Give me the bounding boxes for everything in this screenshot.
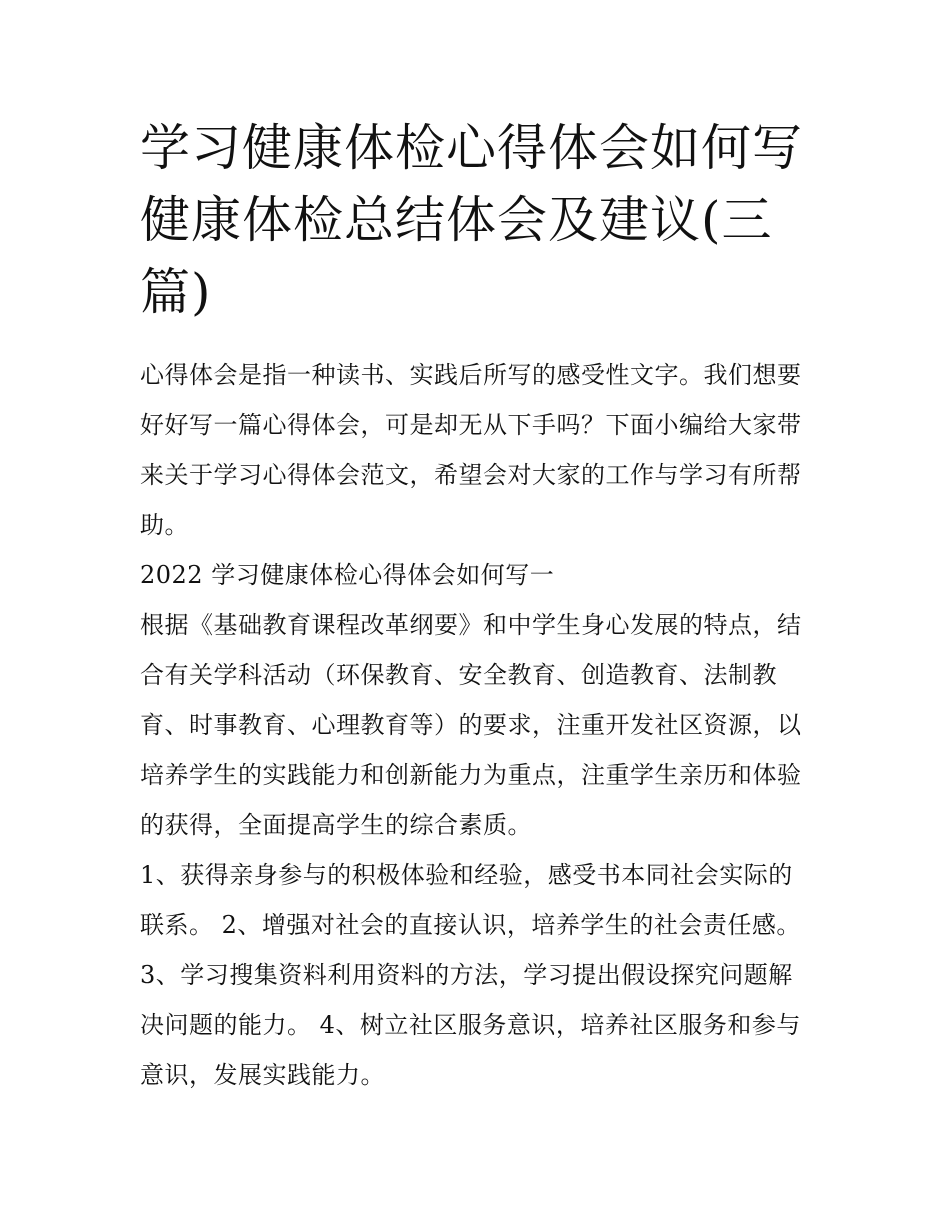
list-line: 3、学习搜集资料利用资料的方法，学习提出假设探究问题解 (140, 961, 793, 989)
title-line: 健康体检总结体会及建议(三 (140, 191, 773, 249)
paragraph-line: 育、时事教育、心理教育等）的要求，注重开发社区资源，以 (140, 711, 802, 739)
paragraph-line: 根据《基础教育课程改革纲要》和中学生身心发展的特点，结 (140, 611, 802, 639)
intro-line: 心得体会是指一种读书、实践后所写的感受性文字。我们想要 (140, 361, 802, 389)
intro-paragraph (140, 350, 820, 550)
document-body (140, 350, 820, 1100)
document-page (140, 112, 820, 1100)
intro-line: 助。 (140, 511, 189, 539)
paragraph-line: 培养学生的实践能力和创新能力为重点，注重学生亲历和体验 (140, 761, 802, 789)
main-paragraph (140, 600, 820, 850)
list-line: 1、获得亲身参与的积极体验和经验，感受书本同社会实际的 (140, 861, 793, 889)
intro-line: 来关于学习心得体会范文，希望会对大家的工作与学习有所帮 (140, 461, 802, 489)
paragraph-line: 合有关学科活动（环保教育、安全教育、创造教育、法制教 (140, 661, 777, 689)
list-line: 意识，发展实践能力。 (140, 1061, 385, 1089)
section-heading: 2022 学习健康体检心得体会如何写一 (140, 561, 555, 589)
intro-line: 好好写一篇心得体会，可是却无从下手吗？下面小编给大家带 (140, 411, 802, 439)
goals-list (140, 850, 820, 1100)
list-line: 决问题的能力。 4、树立社区服务意识，培养社区服务和参与 (140, 1011, 801, 1039)
title-line: 篇) (140, 263, 212, 321)
title-line: 学习健康体检心得体会如何写 (140, 119, 803, 177)
document-title (140, 112, 820, 328)
paragraph-line: 的获得，全面提高学生的综合素质。 (140, 811, 532, 839)
list-line: 联系。 2、增强对社会的直接认识，培养学生的社会责任感。 (140, 911, 801, 939)
